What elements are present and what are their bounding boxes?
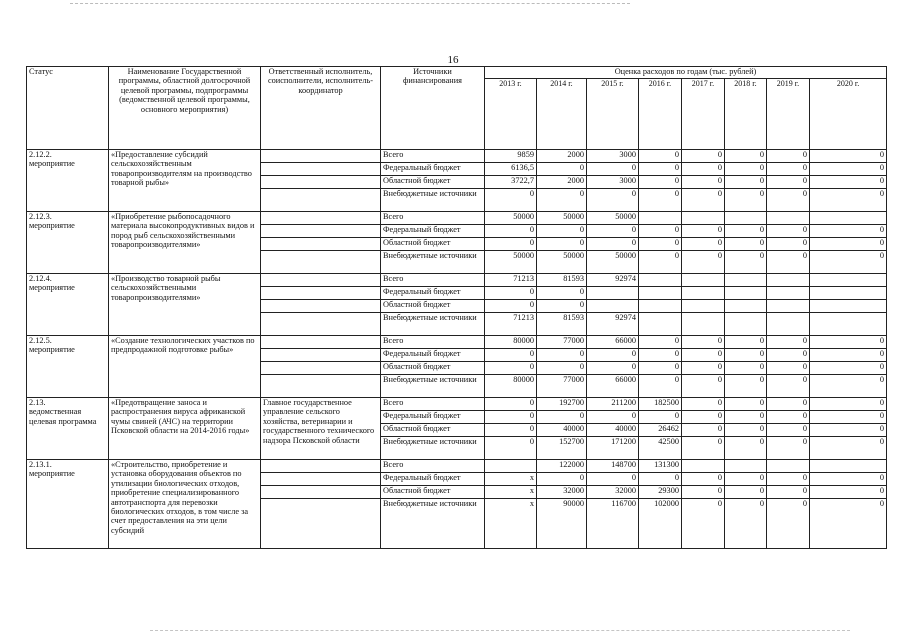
value-cell: 0	[587, 225, 639, 238]
year-header: 2019 г.	[767, 79, 810, 150]
value-cell: 0	[767, 163, 810, 176]
value-cell: 0	[639, 349, 682, 362]
value-cell: 26462	[639, 424, 682, 437]
table-body	[27, 67, 887, 549]
executor-cell	[261, 473, 381, 486]
value-cell: 0	[587, 411, 639, 424]
source-cell: Внебюджетные источники	[381, 499, 485, 549]
value-cell: 0	[587, 163, 639, 176]
value-cell: 0	[810, 473, 887, 486]
source-cell: Всего	[381, 274, 485, 287]
status-cell: 2.13.1. мероприятие	[27, 460, 109, 549]
budget-table	[26, 66, 887, 549]
value-cell: 0	[810, 163, 887, 176]
value-cell: 0	[725, 189, 767, 212]
value-cell: 0	[725, 251, 767, 274]
source-cell: Всего	[381, 150, 485, 163]
value-cell: 0	[810, 437, 887, 460]
value-cell: 0	[682, 336, 725, 349]
value-cell: 0	[810, 225, 887, 238]
year-header: 2014 г.	[537, 79, 587, 150]
value-cell	[639, 287, 682, 300]
value-cell: 0	[767, 251, 810, 274]
value-cell: 0	[682, 150, 725, 163]
value-cell: 131300	[639, 460, 682, 473]
value-cell: 0	[725, 411, 767, 424]
value-cell: 40000	[587, 424, 639, 437]
value-cell: 0	[587, 238, 639, 251]
status-cell: 2.12.3. мероприятие	[27, 212, 109, 274]
value-cell: 0	[682, 499, 725, 549]
value-cell: 0	[485, 424, 537, 437]
value-cell: 0	[810, 176, 887, 189]
executor-cell: Главное государственное управление сельского хозяйства, ветеринарии и государственного технического надзора Псковской области	[261, 398, 381, 460]
value-cell	[725, 460, 767, 473]
value-cell: 0	[725, 424, 767, 437]
value-cell	[810, 287, 887, 300]
table-row	[27, 398, 887, 411]
value-cell: 32000	[537, 486, 587, 499]
value-cell: 0	[682, 251, 725, 274]
value-cell: 66000	[587, 375, 639, 398]
value-cell: 0	[725, 362, 767, 375]
value-cell: 81593	[537, 274, 587, 287]
value-cell: 0	[537, 163, 587, 176]
value-cell: 0	[537, 238, 587, 251]
scan-artifact-top	[70, 3, 630, 4]
value-cell: 0	[639, 251, 682, 274]
value-cell: 0	[767, 349, 810, 362]
value-cell: 71213	[485, 313, 537, 336]
value-cell: 0	[725, 150, 767, 163]
value-cell: 0	[485, 287, 537, 300]
value-cell: 0	[725, 238, 767, 251]
value-cell: 0	[537, 349, 587, 362]
value-cell: 0	[725, 163, 767, 176]
value-cell: 77000	[537, 375, 587, 398]
value-cell: 40000	[537, 424, 587, 437]
value-cell: 0	[682, 349, 725, 362]
value-cell: 92974	[587, 313, 639, 336]
value-cell: 0	[639, 362, 682, 375]
value-cell: 122000	[537, 460, 587, 473]
value-cell: 0	[587, 473, 639, 486]
value-cell: 50000	[587, 251, 639, 274]
value-cell: 0	[810, 362, 887, 375]
name-cell: «Производство товарной рыбы сельскохозяйственными товаропроизводителями»	[109, 274, 261, 336]
value-cell: 0	[682, 375, 725, 398]
value-cell	[639, 274, 682, 287]
value-cell: 0	[725, 473, 767, 486]
value-cell: 0	[767, 336, 810, 349]
header-executor: Ответственный исполнитель, соисполнители, исполнитель-координатор	[261, 67, 381, 150]
value-cell: 90000	[537, 499, 587, 549]
value-cell: 0	[639, 473, 682, 486]
table-row	[27, 150, 887, 163]
value-cell: 0	[767, 473, 810, 486]
value-cell: 0	[810, 336, 887, 349]
value-cell: 0	[485, 189, 537, 212]
source-cell: Областной бюджет	[381, 300, 485, 313]
value-cell: 0	[810, 486, 887, 499]
year-header: 2016 г.	[639, 79, 682, 150]
value-cell: 29300	[639, 486, 682, 499]
value-cell: 0	[725, 336, 767, 349]
executor-cell	[261, 251, 381, 274]
value-cell: 0	[485, 398, 537, 411]
value-cell: 0	[810, 251, 887, 274]
value-cell	[682, 460, 725, 473]
value-cell: 0	[725, 437, 767, 460]
value-cell: х	[485, 486, 537, 499]
value-cell: 0	[725, 375, 767, 398]
value-cell: 0	[485, 349, 537, 362]
value-cell: 0	[639, 150, 682, 163]
value-cell: 0	[810, 349, 887, 362]
value-cell: 192700	[537, 398, 587, 411]
source-cell: Внебюджетные источники	[381, 375, 485, 398]
year-header: 2015 г.	[587, 79, 639, 150]
value-cell: 71213	[485, 274, 537, 287]
executor-cell	[261, 225, 381, 238]
executor-cell	[261, 189, 381, 212]
value-cell: 0	[767, 238, 810, 251]
value-cell: 0	[767, 499, 810, 549]
header-status: Статус	[27, 67, 109, 150]
value-cell: 0	[587, 362, 639, 375]
value-cell: 0	[725, 349, 767, 362]
source-cell: Федеральный бюджет	[381, 473, 485, 486]
source-cell: Всего	[381, 398, 485, 411]
value-cell	[485, 460, 537, 473]
value-cell	[725, 212, 767, 225]
value-cell	[725, 287, 767, 300]
value-cell: 0	[682, 176, 725, 189]
value-cell: 0	[682, 486, 725, 499]
value-cell: 3000	[587, 176, 639, 189]
value-cell: 80000	[485, 375, 537, 398]
value-cell: 50000	[485, 212, 537, 225]
value-cell: 0	[587, 349, 639, 362]
page-number: 16	[447, 54, 459, 66]
value-cell: 0	[682, 424, 725, 437]
source-cell: Федеральный бюджет	[381, 163, 485, 176]
value-cell: 0	[810, 150, 887, 163]
value-cell: 0	[587, 189, 639, 212]
source-cell: Федеральный бюджет	[381, 225, 485, 238]
value-cell: 0	[725, 225, 767, 238]
value-cell: 0	[682, 362, 725, 375]
value-cell: 0	[485, 411, 537, 424]
executor-cell	[261, 499, 381, 549]
table-row	[27, 336, 887, 349]
value-cell: 0	[767, 150, 810, 163]
value-cell: х	[485, 499, 537, 549]
value-cell: 50000	[485, 251, 537, 274]
value-cell	[810, 300, 887, 313]
value-cell	[587, 300, 639, 313]
header-row	[27, 67, 887, 79]
value-cell: 0	[537, 362, 587, 375]
value-cell	[682, 212, 725, 225]
year-header: 2017 г.	[682, 79, 725, 150]
executor-cell	[261, 486, 381, 499]
value-cell: 0	[639, 238, 682, 251]
value-cell	[767, 300, 810, 313]
value-cell	[725, 313, 767, 336]
value-cell: 3000	[587, 150, 639, 163]
value-cell: 0	[810, 398, 887, 411]
executor-cell	[261, 176, 381, 189]
value-cell: 0	[682, 398, 725, 411]
value-cell: 0	[725, 486, 767, 499]
value-cell: 0	[682, 225, 725, 238]
value-cell	[810, 460, 887, 473]
status-cell: 2.12.2. мероприятие	[27, 150, 109, 212]
value-cell: 0	[682, 163, 725, 176]
value-cell	[767, 313, 810, 336]
year-header: 2018 г.	[725, 79, 767, 150]
value-cell	[767, 212, 810, 225]
header-sources: Источники финансирования	[381, 67, 485, 150]
executor-cell	[261, 349, 381, 362]
scan-artifact-bottom	[150, 630, 850, 631]
value-cell: 0	[725, 176, 767, 189]
value-cell: 0	[810, 238, 887, 251]
value-cell: 66000	[587, 336, 639, 349]
value-cell: 102000	[639, 499, 682, 549]
executor-cell	[261, 336, 381, 349]
value-cell: 0	[682, 411, 725, 424]
value-cell: 182500	[639, 398, 682, 411]
name-cell: «Приобретение рыбопосадочного материала высокопродуктивных видов и пород рыб сельскохозяйственными товаропроизводителями»	[109, 212, 261, 274]
value-cell: 32000	[587, 486, 639, 499]
source-cell: Внебюджетные источники	[381, 437, 485, 460]
value-cell: 81593	[537, 313, 587, 336]
value-cell	[810, 274, 887, 287]
executor-cell	[261, 362, 381, 375]
value-cell	[639, 300, 682, 313]
source-cell: Федеральный бюджет	[381, 411, 485, 424]
value-cell: 0	[639, 163, 682, 176]
value-cell: 0	[537, 411, 587, 424]
source-cell: Внебюджетные источники	[381, 313, 485, 336]
value-cell: 0	[767, 225, 810, 238]
value-cell	[810, 313, 887, 336]
value-cell: 50000	[537, 251, 587, 274]
value-cell: 0	[767, 424, 810, 437]
value-cell: 9859	[485, 150, 537, 163]
value-cell: 0	[682, 473, 725, 486]
value-cell	[767, 287, 810, 300]
value-cell: 0	[537, 300, 587, 313]
executor-cell	[261, 460, 381, 473]
header-estimate: Оценка расходов по годам (тыс. рублей)	[485, 67, 887, 79]
value-cell: 0	[485, 225, 537, 238]
value-cell: 0	[639, 176, 682, 189]
header-name: Наименование Государственной программы, областной долгосрочной целевой программы, подпрограммы (ведомственной целевой программы, основного мероприятия)	[109, 67, 261, 150]
value-cell: 0	[537, 473, 587, 486]
value-cell	[682, 274, 725, 287]
status-cell: 2.12.4. мероприятие	[27, 274, 109, 336]
name-cell: «Строительство, приобретение и установка оборудования объектов по утилизации биологических отходов, приобретение специализированного автотранспорта для перевозки биологических отходов, в том числе за счет предоставления на эти цели субсидий	[109, 460, 261, 549]
value-cell: 6136,5	[485, 163, 537, 176]
source-cell: Областной бюджет	[381, 176, 485, 189]
value-cell: 3722,7	[485, 176, 537, 189]
source-cell: Федеральный бюджет	[381, 349, 485, 362]
value-cell: 0	[639, 336, 682, 349]
executor-cell	[261, 274, 381, 287]
value-cell: 0	[810, 375, 887, 398]
value-cell: 0	[639, 375, 682, 398]
value-cell: 42500	[639, 437, 682, 460]
value-cell: 0	[810, 411, 887, 424]
source-cell: Всего	[381, 460, 485, 473]
value-cell: 77000	[537, 336, 587, 349]
table-row	[27, 212, 887, 225]
value-cell: 0	[725, 499, 767, 549]
source-cell: Федеральный бюджет	[381, 287, 485, 300]
value-cell: 148700	[587, 460, 639, 473]
value-cell: 0	[485, 300, 537, 313]
executor-cell	[261, 238, 381, 251]
value-cell: 0	[639, 189, 682, 212]
value-cell: 0	[537, 189, 587, 212]
value-cell: 0	[537, 287, 587, 300]
value-cell: 0	[767, 398, 810, 411]
table-row	[27, 274, 887, 287]
value-cell: 0	[485, 238, 537, 251]
executor-cell	[261, 163, 381, 176]
value-cell	[682, 300, 725, 313]
value-cell: 0	[767, 437, 810, 460]
value-cell: 116700	[587, 499, 639, 549]
value-cell: 0	[682, 189, 725, 212]
value-cell	[639, 212, 682, 225]
value-cell: 0	[810, 424, 887, 437]
status-cell: 2.13. ведомственная целевая программа	[27, 398, 109, 460]
value-cell: 0	[810, 499, 887, 549]
executor-cell	[261, 150, 381, 163]
source-cell: Внебюджетные источники	[381, 251, 485, 274]
value-cell: 0	[767, 411, 810, 424]
executor-cell	[261, 287, 381, 300]
value-cell	[639, 313, 682, 336]
value-cell: 0	[639, 225, 682, 238]
value-cell	[767, 460, 810, 473]
source-cell: Областной бюджет	[381, 486, 485, 499]
value-cell: 211200	[587, 398, 639, 411]
value-cell: 0	[767, 486, 810, 499]
source-cell: Областной бюджет	[381, 362, 485, 375]
value-cell: х	[485, 473, 537, 486]
value-cell: 2000	[537, 150, 587, 163]
value-cell: 80000	[485, 336, 537, 349]
value-cell: 0	[485, 362, 537, 375]
executor-cell	[261, 300, 381, 313]
year-header: 2020 г.	[810, 79, 887, 150]
status-cell: 2.12.5. мероприятие	[27, 336, 109, 398]
source-cell: Внебюджетные источники	[381, 189, 485, 212]
value-cell	[767, 274, 810, 287]
source-cell: Всего	[381, 212, 485, 225]
value-cell: 0	[725, 398, 767, 411]
value-cell: 0	[537, 225, 587, 238]
value-cell: 0	[639, 411, 682, 424]
name-cell: «Предотвращение заноса и распространения вируса африканской чумы свиней (АЧС) на территории Псковской области на 2014-2016 годы»	[109, 398, 261, 460]
name-cell: «Предоставление субсидий сельскохозяйственным товаропроизводителям на производство товарной рыбы»	[109, 150, 261, 212]
name-cell: «Создание технологических участков по предпродажной подготовке рыбы»	[109, 336, 261, 398]
executor-cell	[261, 313, 381, 336]
value-cell: 0	[767, 362, 810, 375]
source-cell: Областной бюджет	[381, 238, 485, 251]
value-cell	[810, 212, 887, 225]
value-cell: 0	[682, 437, 725, 460]
value-cell: 0	[767, 375, 810, 398]
value-cell: 0	[810, 189, 887, 212]
value-cell: 152700	[537, 437, 587, 460]
year-header: 2013 г.	[485, 79, 537, 150]
value-cell	[682, 287, 725, 300]
source-cell: Всего	[381, 336, 485, 349]
value-cell	[725, 300, 767, 313]
value-cell: 2000	[537, 176, 587, 189]
source-cell: Областной бюджет	[381, 424, 485, 437]
value-cell: 0	[767, 176, 810, 189]
value-cell: 0	[767, 189, 810, 212]
executor-cell	[261, 212, 381, 225]
value-cell: 92974	[587, 274, 639, 287]
value-cell	[682, 313, 725, 336]
value-cell: 0	[682, 238, 725, 251]
value-cell	[725, 274, 767, 287]
value-cell	[587, 287, 639, 300]
executor-cell	[261, 375, 381, 398]
table-row	[27, 460, 887, 473]
value-cell: 0	[485, 437, 537, 460]
value-cell: 50000	[587, 212, 639, 225]
value-cell: 171200	[587, 437, 639, 460]
value-cell: 50000	[537, 212, 587, 225]
